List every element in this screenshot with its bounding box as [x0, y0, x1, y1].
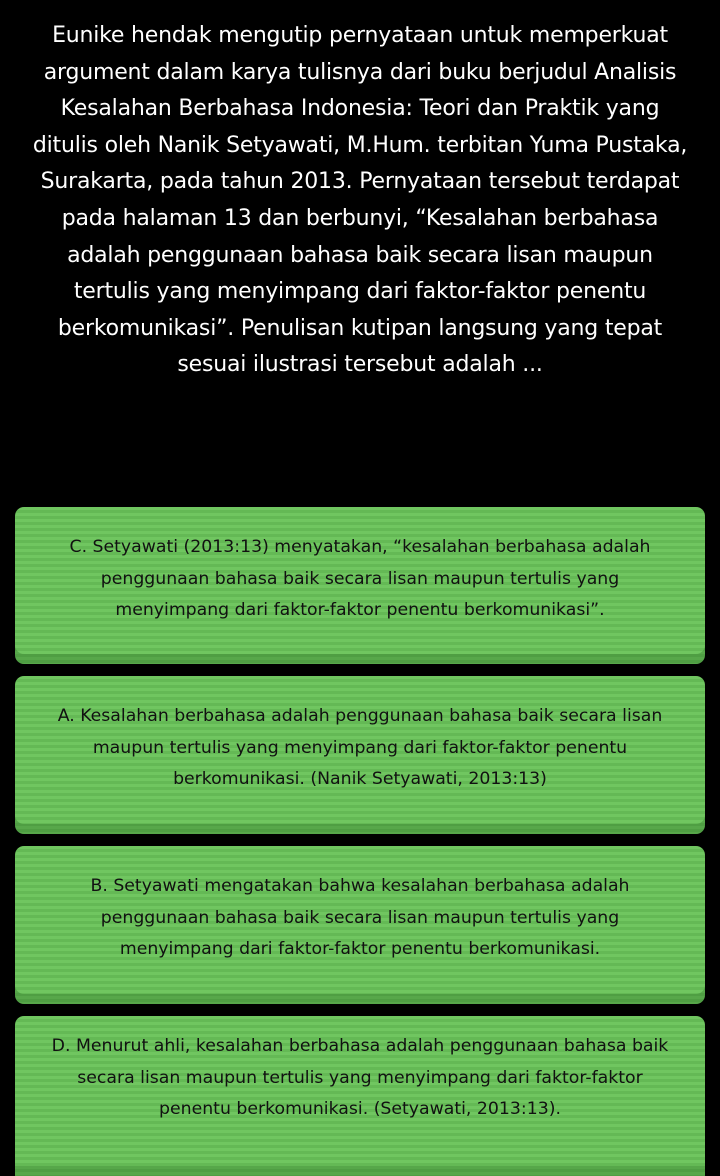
question-text: Eunike hendak mengutip pernyataan untuk memperkuat argument dalam karya tulisnya dari buku berjudul Analisis Kesalahan Berbahasa Indonesia: Teori dan Praktik yang ditulis oleh Nanik Setyawati, M.Hum. terbitan Yuma Pustaka, Surakarta, pada tahun 2013. Pernyataan tersebut terdapat pada halaman 13 dan berbunyi, “Kesalahan berbahasa adalah penggunaan bahasa baik secara lisan maupun tertulis yang menyimpang dari faktor-faktor penentu berkomunikasi”. Penulisan kutipan langsung yang tepat sesuai ilustrasi tersebut adalah ...: [32, 23, 688, 378]
option-a-button[interactable]: [15, 676, 705, 834]
option-c-button[interactable]: [15, 507, 705, 664]
option-d-button[interactable]: [15, 1016, 705, 1176]
answer-options: [15, 507, 705, 1176]
option-a-label: A. Kesalahan berbahasa adalah penggunaan bahasa baik secara lisan maupun tertulis yang menyimpang dari faktor-faktor penentu berkomunikasi. (Nanik Setyawati, 2013:13): [57, 706, 663, 789]
option-c-label: C. Setyawati (2013:13) menyatakan, “kesalahan berbahasa adalah penggunaan bahasa baik secara lisan maupun tertulis yang menyimpang dari faktor-faktor penentu berkomunikasi”.: [69, 537, 651, 620]
option-d-label: D. Menurut ahli, kesalahan berbahasa adalah penggunaan bahasa baik secara lisan maupun tertulis yang menyimpang dari faktor-faktor penentu berkomunikasi. (Setyawati, 2013:13).: [51, 1036, 669, 1119]
option-b-label: B. Setyawati mengatakan bahwa kesalahan berbahasa adalah penggunaan bahasa baik secara lisan maupun tertulis yang menyimpang dari faktor-faktor penentu berkomunikasi.: [90, 876, 630, 959]
option-b-button[interactable]: [15, 846, 705, 1004]
